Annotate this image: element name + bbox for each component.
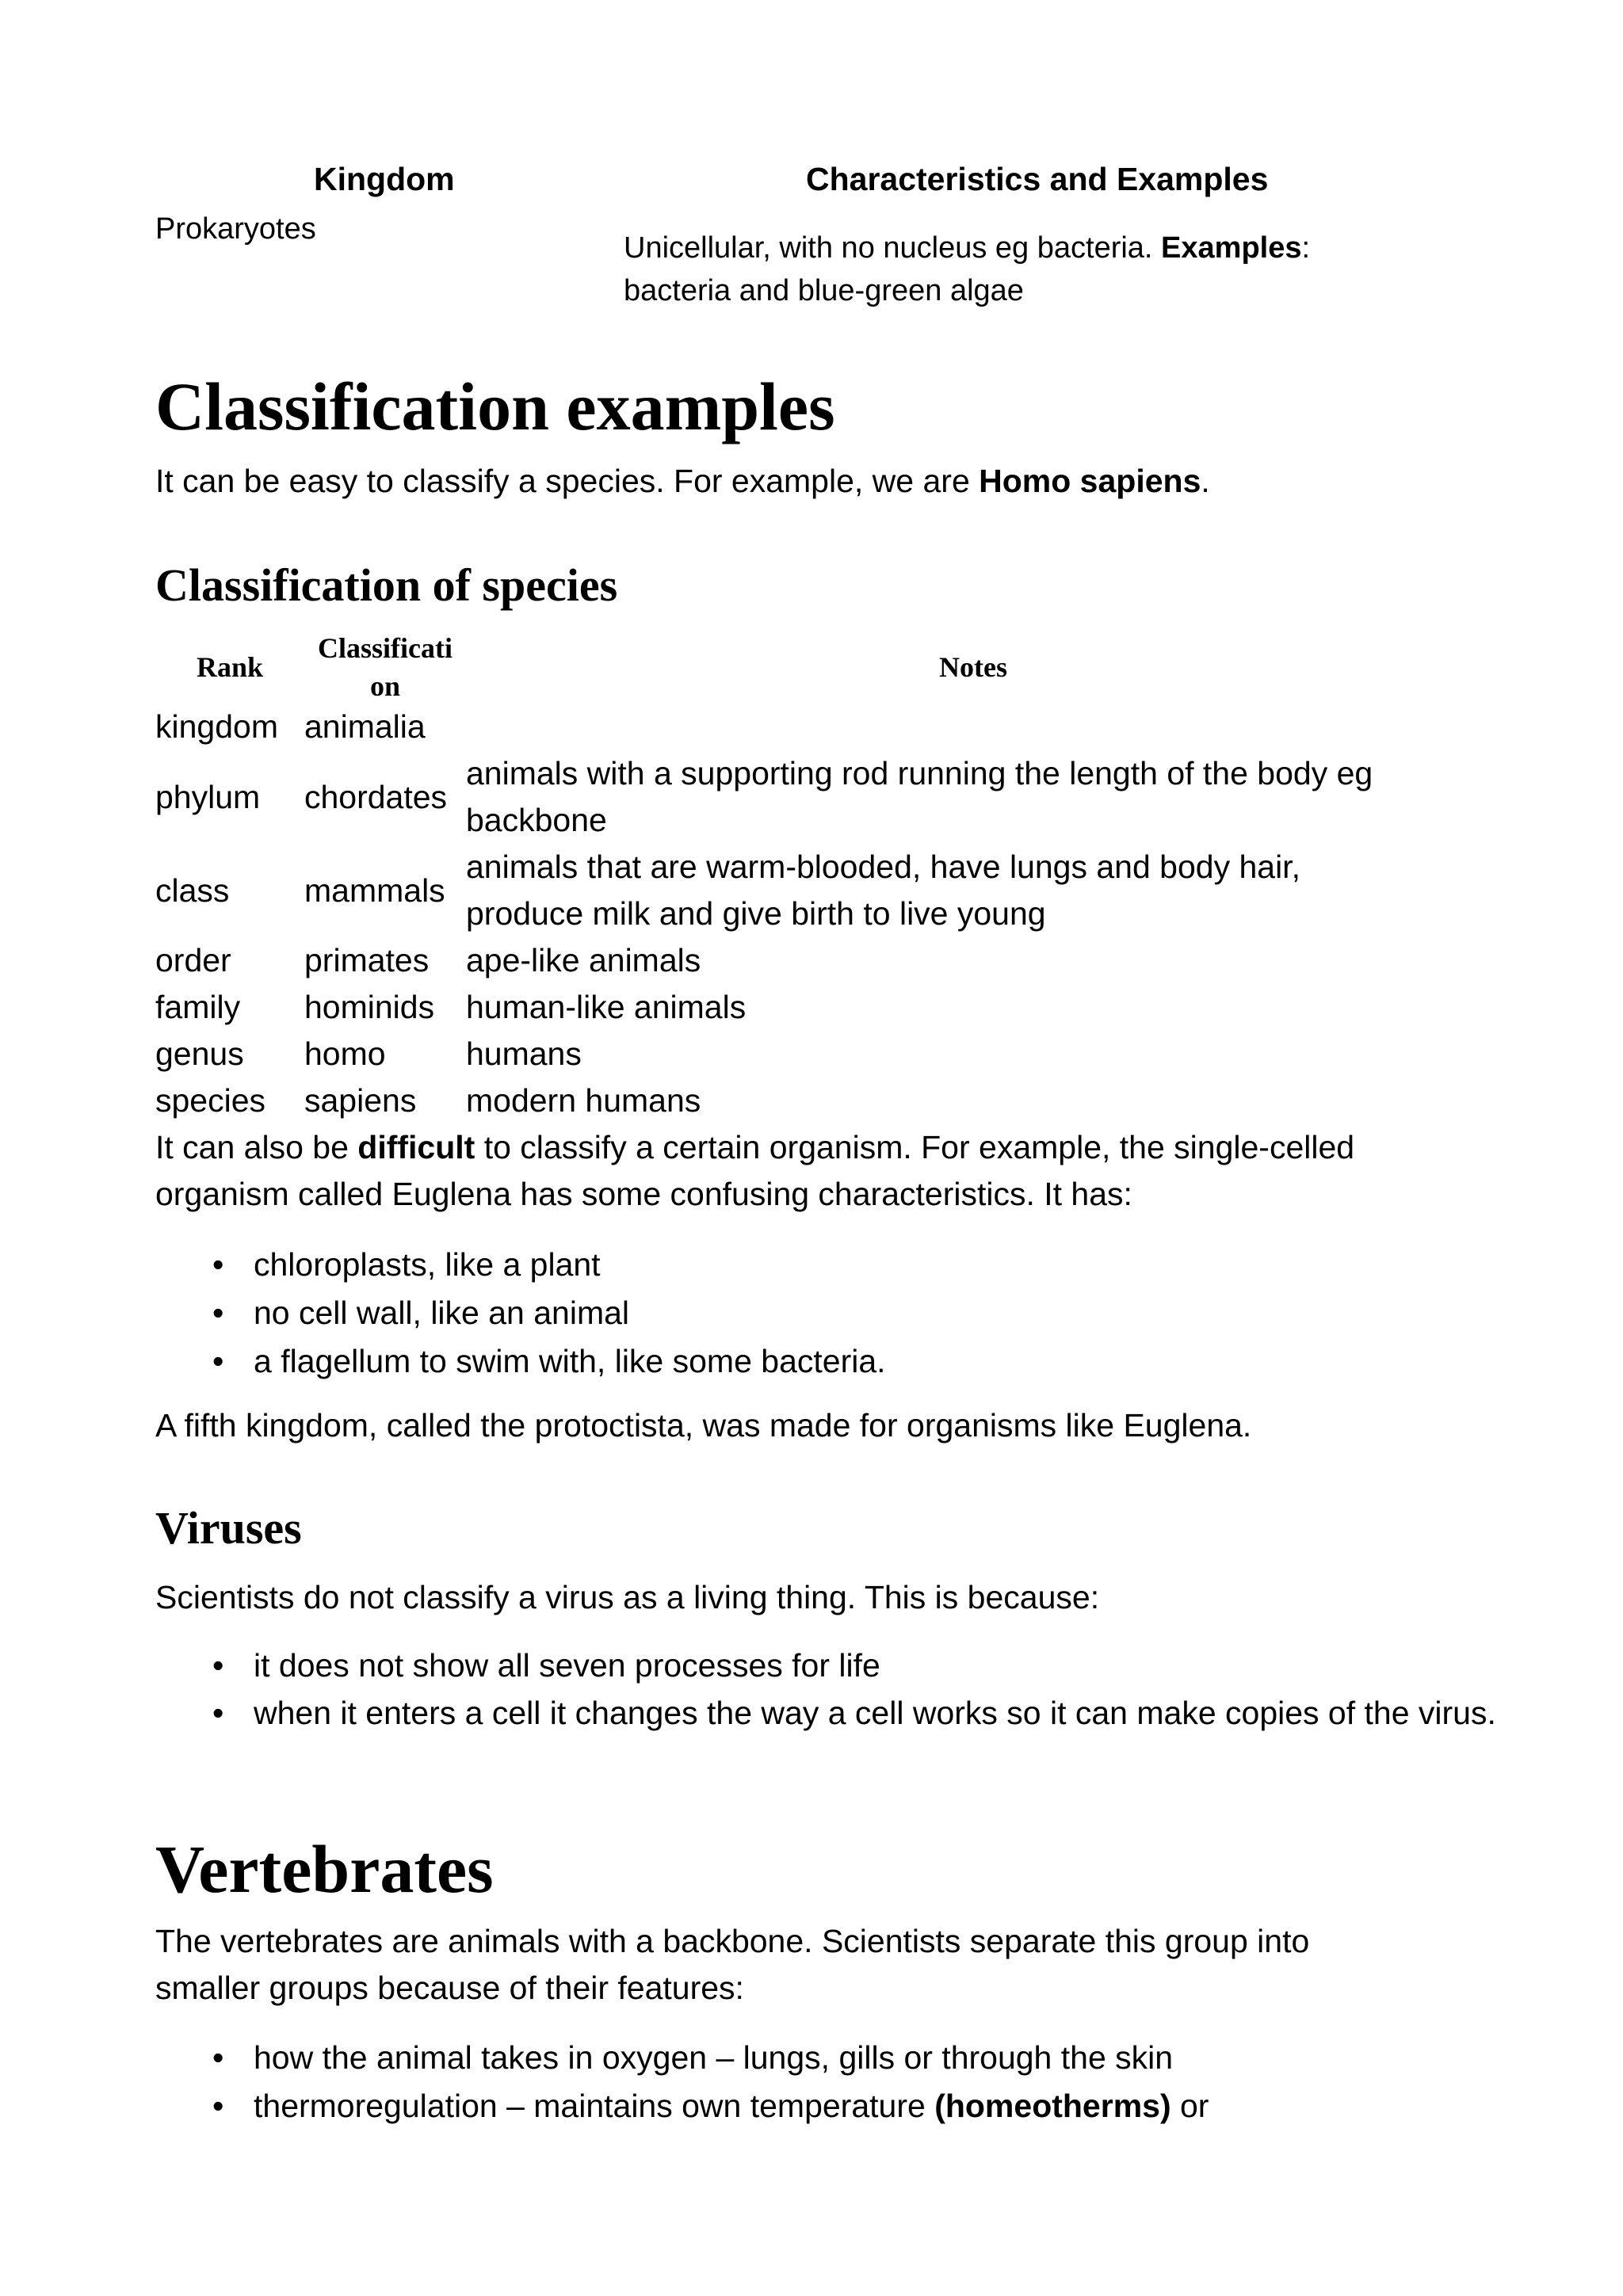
difficult-text-start: It can also be	[155, 1129, 358, 1165]
list-item	[155, 1289, 1582, 1337]
characteristics-line-1	[624, 227, 1575, 269]
classification-cell: primates	[304, 942, 430, 978]
classification-header-line-1: Classificati	[318, 632, 453, 664]
classification-of-species-heading: Classification of species	[155, 559, 618, 611]
list-item-text: a flagellum to swim with, like some bacteria.	[254, 1343, 886, 1379]
list-item	[155, 2082, 1582, 2130]
characteristics-cell	[624, 227, 1575, 312]
table-row	[155, 844, 1582, 937]
classification-cell: mammals	[304, 872, 445, 909]
vertebrates-heading: Vertebrates	[155, 1831, 494, 1907]
list-item-text: no cell wall, like an animal	[254, 1295, 630, 1331]
characteristics-line-2: bacteria and blue-green algae	[624, 274, 1024, 307]
bullet-icon: •	[212, 1695, 224, 1731]
homo-sapiens-term: Homo sapiens	[979, 463, 1201, 499]
rank-cell: species	[155, 1082, 266, 1119]
rank-cell: order	[155, 942, 231, 978]
rank-cell: family	[155, 989, 241, 1025]
intro-period: .	[1201, 463, 1210, 499]
list-item-text: thermoregulation – maintains own temperature	[254, 2088, 935, 2124]
bullet-icon: •	[212, 2039, 224, 2076]
difficult-line-1	[155, 1129, 1354, 1165]
vertebrate-features-list	[155, 2034, 1582, 2130]
viruses-heading: Viruses	[155, 1502, 302, 1554]
characteristics-text: Unicellular, with no nucleus eg bacteria.	[624, 231, 1162, 265]
list-item-text: how the animal takes in oxygen – lungs, gills or through the skin	[254, 2039, 1174, 2076]
classification-examples-heading: Classification examples	[155, 368, 835, 444]
classification-examples-intro	[155, 458, 1210, 505]
table-row	[155, 937, 1582, 984]
bullet-icon: •	[212, 2088, 224, 2124]
classification-cell: homo	[304, 1035, 386, 1072]
difficult-line-2: organism called Euglena has some confusing characteristics. It has:	[155, 1176, 1132, 1212]
classification-header-line-2: on	[369, 670, 401, 702]
intro-text: It can be easy to classify a species. For example, we are	[155, 463, 980, 499]
homeotherms-term: (homeotherms)	[934, 2088, 1171, 2124]
euglena-characteristics-list	[155, 1241, 1582, 1386]
list-item-tail: or	[1170, 2088, 1209, 2124]
notes-cell: human-like animals	[466, 989, 747, 1025]
classification-cell: chordates	[304, 779, 448, 815]
notes-cell: humans	[466, 1035, 582, 1072]
classification-column-header	[304, 629, 466, 705]
list-item-text: when it enters a cell it changes the way a cell works so it can make copies of the virus.	[254, 1695, 1496, 1731]
examples-label: Examples	[1161, 231, 1302, 265]
vertebrates-intro-line-2: smaller groups because of their features:	[155, 1970, 744, 2006]
examples-colon: :	[1301, 231, 1311, 265]
difficult-classification-paragraph	[155, 1124, 1598, 1218]
list-item	[155, 1241, 1582, 1289]
notes-cell: animals with a supporting rod running the length of the body eg backbone	[466, 755, 1373, 838]
fifth-kingdom-paragraph: A fifth kingdom, called the protoctista, was made for organisms like Euglena.	[155, 1407, 1252, 1444]
list-item	[155, 1642, 1503, 1690]
bullet-icon: •	[212, 1295, 224, 1331]
rank-cell: phylum	[155, 779, 261, 815]
vertebrates-intro-line-1: The vertebrates are animals with a backbone. Scientists separate this group into	[155, 1923, 1310, 1959]
bullet-icon: •	[212, 1246, 224, 1283]
notes-cell: animals that are warm-blooded, have lungs and body hair, produce milk and give birth to live young	[466, 849, 1300, 932]
notes-column-header: Notes	[939, 651, 1007, 683]
notes-cell: ape-like animals	[466, 942, 701, 978]
viruses-reasons-list	[155, 1642, 1503, 1737]
rank-cell: kingdom	[155, 708, 278, 745]
bullet-icon: •	[212, 1343, 224, 1379]
bullet-icon: •	[212, 1647, 224, 1684]
difficult-term: difficult	[357, 1129, 475, 1165]
list-item-text: chloroplasts, like a plant	[254, 1246, 601, 1283]
difficult-text-rest: to classify a certain organism. For example, the single-celled	[475, 1129, 1355, 1165]
rank-column-header: Rank	[196, 651, 264, 683]
kingdom-column-header: Kingdom	[314, 161, 455, 197]
classification-cell: animalia	[304, 708, 426, 745]
table-row	[155, 1077, 1582, 1124]
table-row	[155, 1031, 1582, 1077]
rank-cell: genus	[155, 1035, 244, 1072]
characteristics-column-header: Characteristics and Examples	[806, 161, 1269, 197]
list-item	[155, 2034, 1582, 2082]
rank-cell: class	[155, 872, 230, 909]
list-item-text: it does not show all seven processes for life	[254, 1647, 880, 1684]
table-row	[155, 704, 1582, 750]
classification-cell: sapiens	[304, 1082, 417, 1119]
list-item	[155, 1690, 1503, 1737]
classification-cell: hominids	[304, 989, 435, 1025]
viruses-intro: Scientists do not classify a virus as a living thing. This is because:	[155, 1579, 1100, 1615]
list-item	[155, 1337, 1582, 1386]
kingdom-cell-prokaryotes: Prokaryotes	[155, 212, 316, 246]
table-row	[155, 750, 1582, 844]
table-row	[155, 984, 1582, 1031]
notes-cell: modern humans	[466, 1082, 701, 1119]
vertebrates-intro	[155, 1918, 1598, 2012]
